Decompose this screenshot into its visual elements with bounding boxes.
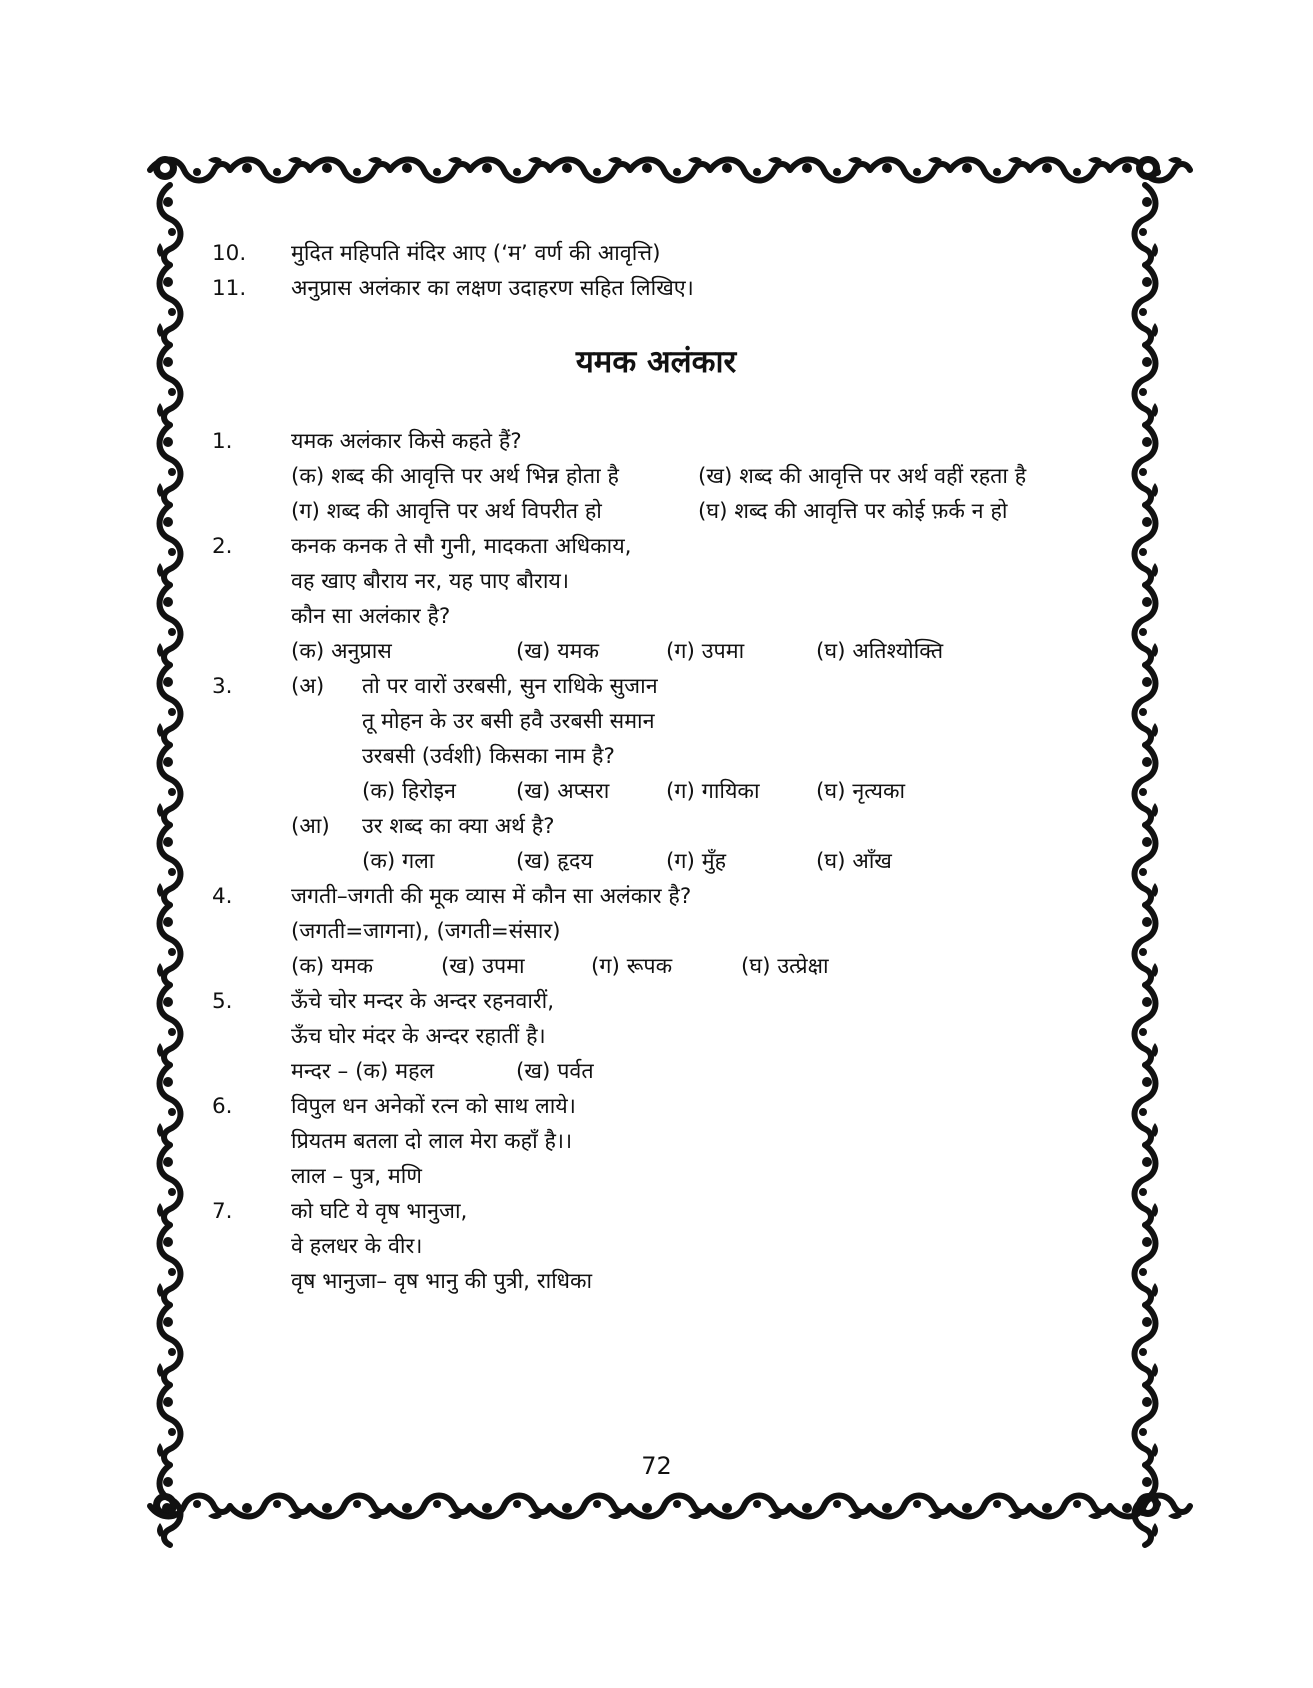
question-5 bbox=[212, 984, 1112, 1089]
option: (ख) हृदय bbox=[516, 849, 593, 874]
option: (क) यमक bbox=[291, 954, 373, 979]
question-6 bbox=[212, 1089, 1112, 1194]
question-line: ऊँच घोर मंदर के अन्दर रहातीं है। bbox=[291, 1024, 546, 1049]
question-line: वृष भानुजा– वृष भानु की पुत्री, राधिका bbox=[291, 1269, 593, 1294]
question-4 bbox=[212, 879, 1112, 984]
question-number: 5. bbox=[212, 989, 233, 1014]
question-line: उर शब्द का क्या अर्थ है? bbox=[362, 814, 555, 839]
question-number: 6. bbox=[212, 1094, 233, 1119]
option: (ख) पर्वत bbox=[516, 1059, 594, 1084]
question-2 bbox=[212, 529, 1112, 669]
option: (घ) अतिश्योक्ति bbox=[816, 639, 944, 664]
option: (ग) मुँह bbox=[666, 849, 726, 874]
question-line: वे हलधर के वीर। bbox=[291, 1234, 423, 1259]
question-line: तू मोहन के उर बसी हवै उरबसी समान bbox=[362, 709, 655, 734]
question-line: उरबसी (उर्वशी) किसका नाम है? bbox=[362, 744, 615, 769]
question-line: (जगती=जागना), (जगती=संसार) bbox=[291, 919, 561, 944]
option: (ख) उपमा bbox=[441, 954, 525, 979]
sub-label: (आ) bbox=[291, 814, 330, 839]
question-number: 2. bbox=[212, 534, 233, 559]
option: (ग) शब्द की आवृत्ति पर अर्थ विपरीत हो bbox=[291, 499, 602, 524]
question-number: 1. bbox=[212, 429, 233, 454]
item-text: अनुप्रास अलंकार का लक्षण उदाहरण सहित लिखिए। bbox=[291, 276, 694, 301]
question-3 bbox=[212, 669, 1112, 879]
option: (क) शब्द की आवृत्ति पर अर्थ भिन्न होता है bbox=[291, 464, 619, 489]
option: (ख) यमक bbox=[516, 639, 600, 664]
list-item bbox=[212, 236, 1112, 271]
question-line: प्रियतम बतला दो लाल मेरा कहाँ है।। bbox=[291, 1129, 573, 1154]
question-line: वह खाए बौराय नर, यह पाए बौराय। bbox=[291, 569, 570, 594]
item-number: 10. bbox=[212, 241, 247, 266]
border-left-ornament bbox=[157, 185, 181, 1545]
question-number: 3. bbox=[212, 674, 233, 699]
question-line: कौन सा अलंकार है? bbox=[291, 604, 451, 629]
question-text: यमक अलंकार किसे कहते हैं? bbox=[291, 429, 522, 454]
section-title: यमक अलंकार bbox=[575, 344, 737, 380]
option: (ख) अप्सरा bbox=[516, 779, 610, 804]
option: (ग) गायिका bbox=[666, 779, 760, 804]
sub-label: (अ) bbox=[291, 674, 325, 699]
questions bbox=[212, 424, 1112, 1299]
option: (ग) उपमा bbox=[666, 639, 745, 664]
question-line: लाल – पुत्र, मणि bbox=[291, 1164, 422, 1189]
question-line: ऊँचे चोर मन्दर के अन्दर रहनवारीं, bbox=[291, 989, 555, 1014]
option: (घ) शब्द की आवृत्ति पर कोई फ़र्क न हो bbox=[698, 499, 1008, 524]
option: (घ) उत्प्रेक्षा bbox=[741, 954, 829, 979]
border-right-ornament bbox=[1135, 185, 1159, 1545]
list-item bbox=[212, 271, 1112, 306]
border-bottom-ornament bbox=[150, 1496, 1190, 1520]
option: (क) अनुप्रास bbox=[291, 639, 392, 664]
option: (ख) शब्द की आवृत्ति पर अर्थ वहीं रहता है bbox=[698, 464, 1027, 489]
option: (ग) रूपक bbox=[591, 954, 673, 979]
question-line: जगती–जगती की मूक व्यास में कौन सा अलंकार है? bbox=[291, 884, 692, 909]
option: (क) हिरोइन bbox=[362, 779, 456, 804]
item-number: 11. bbox=[212, 276, 247, 301]
question-line: कनक कनक ते सौ गुनी, मादकता अधिकाय, bbox=[291, 534, 632, 559]
item-text: मुदित महिपति मंदिर आए (‘म’ वर्ण की आवृत्ति) bbox=[291, 241, 661, 266]
question-7 bbox=[212, 1194, 1112, 1299]
option: (क) गला bbox=[362, 849, 435, 874]
question-line: को घटि ये वृष भानुजा, bbox=[291, 1199, 468, 1224]
option: मन्दर – (क) महल bbox=[291, 1059, 435, 1084]
question-line: विपुल धन अनेकों रत्न को साथ लाये। bbox=[291, 1094, 576, 1119]
option: (घ) आँख bbox=[816, 849, 892, 874]
question-1 bbox=[212, 424, 1112, 529]
question-number: 4. bbox=[212, 884, 233, 909]
question-number: 7. bbox=[212, 1199, 233, 1224]
question-line: तो पर वारों उरबसी, सुन राधिके सुजान bbox=[362, 674, 658, 699]
page-number: 72 bbox=[641, 1452, 672, 1480]
option: (घ) नृत्यका bbox=[816, 779, 906, 804]
